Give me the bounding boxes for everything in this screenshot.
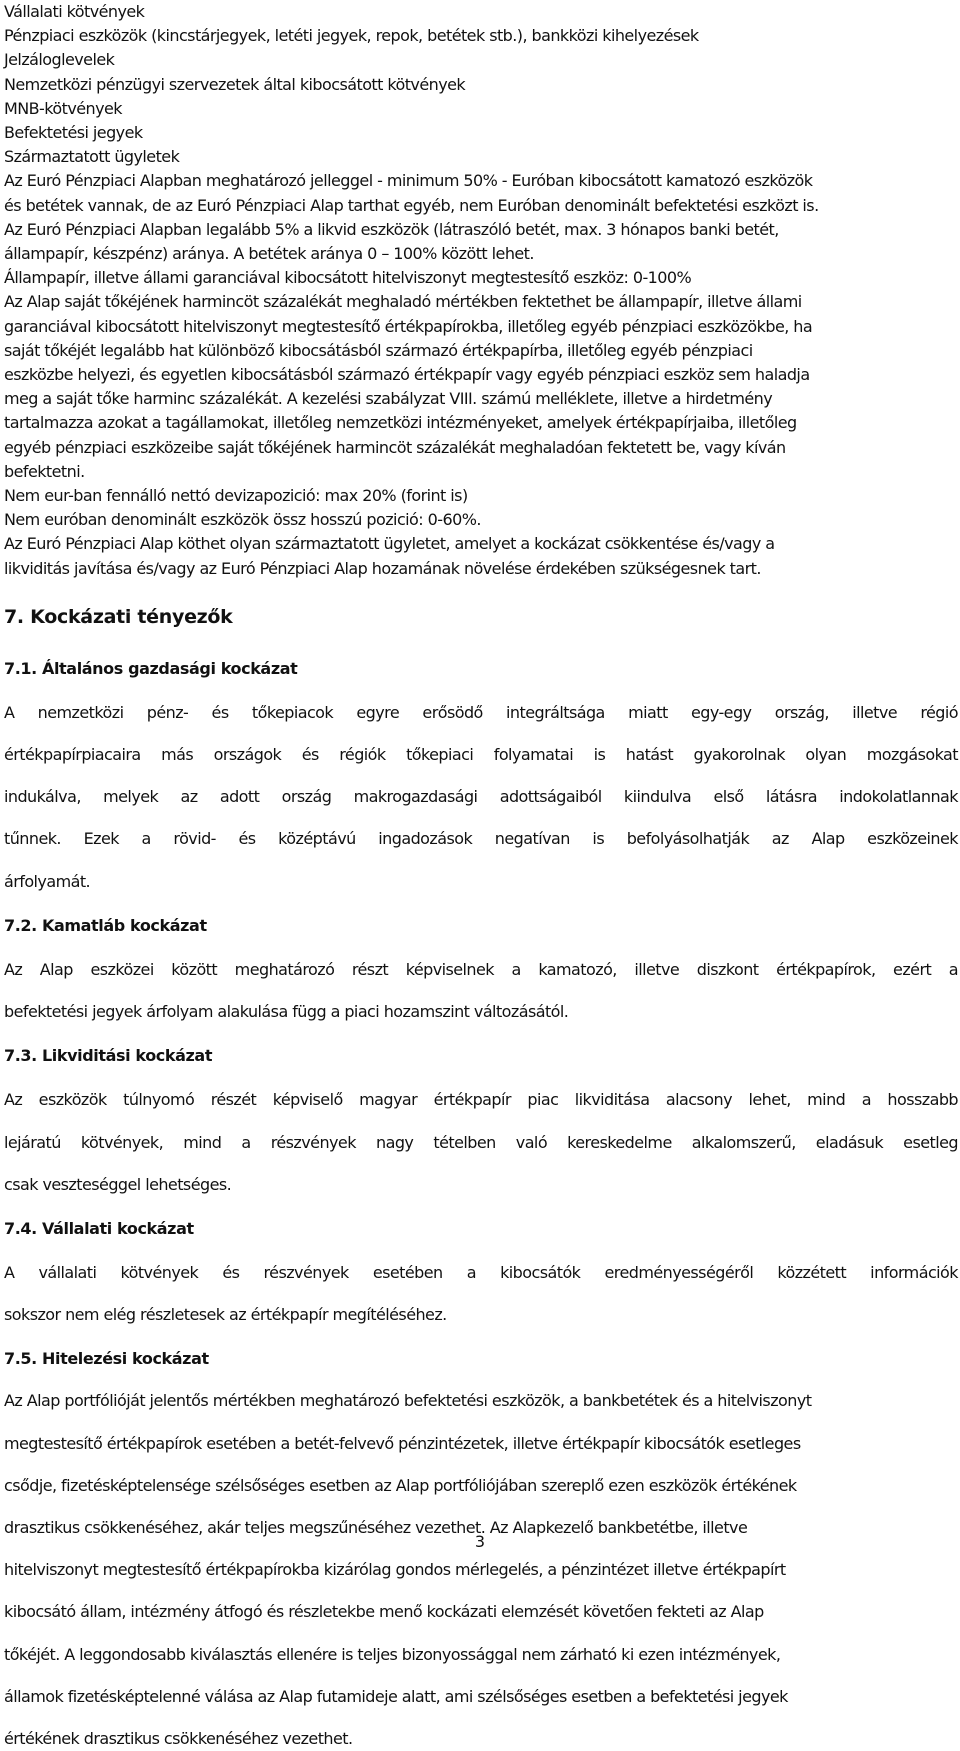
list-line: saját tőkéjét legalább hat különböző kibocsátásból származó értékpapírba, illetőleg egyéb pénzpiaci <box>4 340 753 360</box>
body-line: Az eszközök túlnyomó részét képviselő magyar értékpapír piac likviditása alacsony lehet, mind a hosszabb <box>4 1090 958 1110</box>
list-line: MNB-kötvények <box>4 98 122 118</box>
list-line: eszközbe helyezi, és egyetlen kibocsátásból származó értékpapír vagy egyéb pénzpiaci eszköz sem haladja <box>4 365 810 385</box>
list-line: befektetni. <box>4 461 85 481</box>
body-line: A vállalati kötvények és részvények esetében a kibocsátók eredményességéről közzétett információk <box>4 1262 958 1282</box>
body-line: árfolyamát. <box>4 871 91 891</box>
body-line: lejáratú kötvények, mind a részvények nagy tételben való kereskedelme alkalomszerű, eladásuk esetleg <box>4 1132 958 1152</box>
body-line: kibocsátó állam, intézmény átfogó és részletekbe menő kockázati elemzését követően fekteti az Alap <box>4 1602 764 1622</box>
list-line: likviditás javítása és/vagy az Euró Pénzpiaci Alap hozamának növelése érdekében szükségesnek tart. <box>4 558 761 578</box>
list-line: Pénzpiaci eszközök (kincstárjegyek, letéti jegyek, repok, betétek stb.), bankközi kihelyezések <box>4 26 699 46</box>
list-line: meg a saját tőke harminc százalékát. A kezelési szabályzat VIII. számú melléklete, illetve a hirdetmény <box>4 389 773 409</box>
list-line: egyéb pénzpiaci eszközeibe saját tőkéjének harmincöt százalékát meghaladóan fektetett be, vagy kíván <box>4 437 786 457</box>
body-line: csődje, fizetésképtelensége szélsőséges esetben az Alap portfóliójában szereplő ezen eszközök értékének <box>4 1475 797 1495</box>
page-number: 3 <box>474 1532 486 1551</box>
list-line: és betétek vannak, de az Euró Pénzpiaci Alap tarthat egyéb, nem Euróban denominált befektetési eszközt is. <box>4 195 819 215</box>
list-line: Az Euró Pénzpiaci Alapban meghatározó jelleggel - minimum 50% - Euróban kibocsátott kamatozó eszközök <box>4 171 813 191</box>
list-line: Állampapír, illetve állami garanciával kibocsátott hitelviszonyt megtestesítő eszköz: 0-100% <box>4 268 692 288</box>
list-line: Nem eur-ban fennálló nettó devizapozició: max 20% (forint is) <box>4 486 468 506</box>
body-line: hitelviszonyt megtestesítő értékpapírokba kizárólag gondos mérlegelés, a pénzintézet illetve értékpapírt <box>4 1560 786 1580</box>
body-line: megtestesítő értékpapírok esetében a betét-felvevő pénzintézetek, illetve értékpapír kibocsátók esetleges <box>4 1433 801 1453</box>
list-line: Az Euró Pénzpiaci Alapban legalább 5% a likvid eszközök (látraszóló betét, max. 3 hónapos banki betét, <box>4 219 779 239</box>
chapter-title: 7. Kockázati tényezők <box>4 605 233 628</box>
section-title: 7.1. Általános gazdasági kockázat <box>4 658 298 678</box>
body-line: értékpapírpiacaira más országok és régiók tőkepiaci folyamatai is hatást gyakorolnak olyan mozgásokat <box>4 745 958 765</box>
body-line: tőkéjét. A leggondosabb kiválasztás ellenére is teljes bizonyossággal nem zárható ki ezen intézmények, <box>4 1644 781 1664</box>
body-line: Az Alap eszközei között meghatározó részt képviselnek a kamatozó, illetve diszkont értékpapírok, ezért a <box>4 959 958 979</box>
list-line: tartalmazza azokat a tagállamokat, illetőleg nemzetközi intézményeket, amelyek értékpapírjaiba, illetőleg <box>4 413 797 433</box>
list-line: Származtatott ügyletek <box>4 147 180 167</box>
section-title: 7.5. Hitelezési kockázat <box>4 1349 209 1369</box>
section-7-1 <box>4 657 958 894</box>
document-page <box>4 0 958 1751</box>
body-line: államok fizetésképtelenné válása az Alap futamideje alatt, ami szélsőséges esetben a befektetési jegyek <box>4 1686 788 1706</box>
section-body <box>4 1389 958 1751</box>
section-body <box>4 1261 958 1327</box>
list-line: garanciával kibocsátott hitelviszonyt megtestesítő értékpapírokba, illetőleg egyéb pénzpiaci eszközökbe, ha <box>4 316 813 336</box>
list-line: Az Alap saját tőkéjének harmincöt százalékát meghaladó mértékben fektethet be állampapír, illetve állami <box>4 292 802 312</box>
body-line: sokszor nem elég részletesek az értékpapír megítéléséhez. <box>4 1305 447 1325</box>
section-7-2 <box>4 914 958 1024</box>
section-7-3 <box>4 1044 958 1197</box>
section-title: 7.2. Kamatláb kockázat <box>4 915 207 935</box>
section-title: 7.3. Likviditási kockázat <box>4 1046 213 1066</box>
body-line: indukálva, melyek az adott ország makrogazdasági adottságaiból kiindulva első látásra indokolatlannak <box>4 787 958 807</box>
section-body <box>4 958 958 1024</box>
body-line: befektetési jegyek árfolyam alakulása függ a piaci hozamszint változásától. <box>4 1002 569 1022</box>
body-line: csak veszteséggel lehetséges. <box>4 1174 232 1194</box>
list-line: Nem euróban denominált eszközök össz hosszú pozició: 0-60%. <box>4 510 481 530</box>
section-7-4 <box>4 1217 958 1327</box>
body-line: drasztikus csökkenéséhez, akár teljes megszűnéséhez vezethet. Az Alapkezelő bankbetétbe, illetve <box>4 1517 748 1537</box>
list-line: Nemzetközi pénzügyi szervezetek által kibocsátott kötvények <box>4 74 466 94</box>
body-line: Az Alap portfólióját jelentős mértékben meghatározó befektetési eszközök, a bankbetétek és a hitelviszonyt <box>4 1391 812 1411</box>
section-body <box>4 701 958 894</box>
asset-list <box>4 0 958 581</box>
list-line: állampapír, készpénz) aránya. A betétek aránya 0 – 100% között lehet. <box>4 244 534 264</box>
body-line: tűnnek. Ezek a rövid- és középtávú ingadozások negatívan is befolyásolhatják az Alap eszközeinek <box>4 829 958 849</box>
body-line: A nemzetközi pénz- és tőkepiacok egyre erősödő integráltsága miatt egy-egy ország, illetve régió <box>4 702 958 722</box>
list-line: Az Euró Pénzpiaci Alap köthet olyan származtatott ügyletet, amelyet a kockázat csökkentése és/vagy a <box>4 534 775 554</box>
section-body <box>4 1088 958 1197</box>
body-line: értékének drasztikus csökkenéséhez vezethet. <box>4 1728 353 1748</box>
section-title: 7.4. Vállalati kockázat <box>4 1218 194 1238</box>
list-line: Vállalati kötvények <box>4 2 145 21</box>
list-line: Jelzáloglevelek <box>4 50 115 70</box>
list-line: Befektetési jegyek <box>4 123 143 143</box>
